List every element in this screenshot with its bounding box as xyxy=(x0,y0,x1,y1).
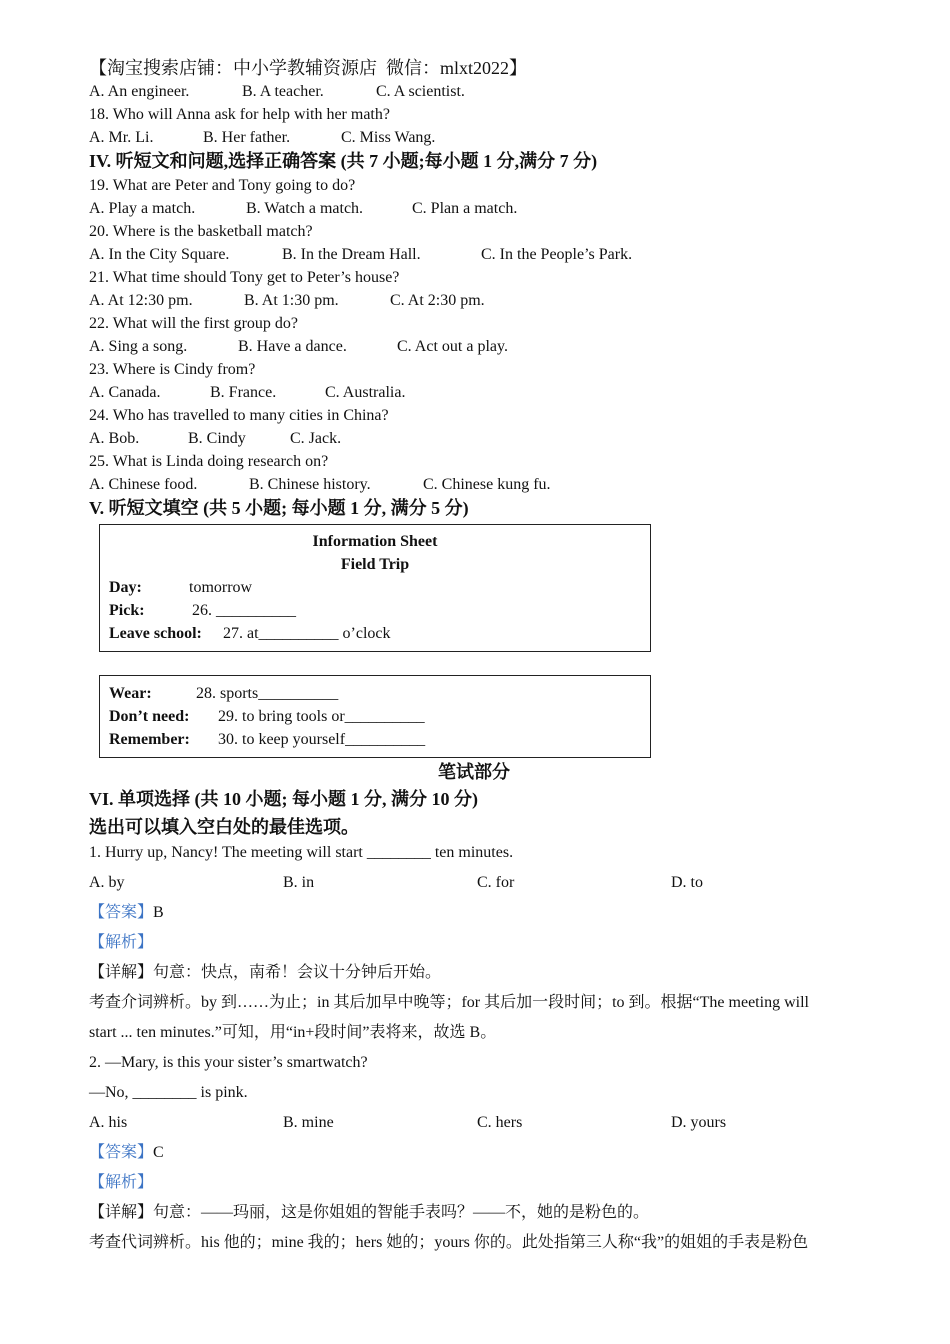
question-2-line-2: —No, ________ is pink. xyxy=(89,1084,248,1101)
q22-options xyxy=(89,335,849,358)
q17-options xyxy=(89,80,849,103)
q2-detail: 【详解】句意：——玛丽，这是你姐姐的智能手表吗？——不，她的是粉色的。 xyxy=(89,1204,650,1221)
option: D. yours xyxy=(671,1114,727,1131)
row-value: 27. at__________ o’clock xyxy=(223,625,391,642)
info-sheet-subtitle: Field Trip xyxy=(340,556,410,573)
page-content xyxy=(89,56,849,1258)
answer-value: C xyxy=(153,1144,164,1161)
option: A. Sing a song. xyxy=(89,338,188,355)
option: A. At 12:30 pm. xyxy=(89,292,193,309)
question-21: 21. What time should Tony get to Peter’s house? xyxy=(89,269,400,286)
row-key: Wear: xyxy=(109,685,152,702)
info-sheet-box-2 xyxy=(99,675,651,758)
question-1: 1. Hurry up, Nancy! The meeting will start ________ ten minutes. xyxy=(89,844,514,861)
option: B. mine xyxy=(283,1114,334,1131)
option: C. hers xyxy=(477,1114,523,1131)
info-row-leave xyxy=(109,622,650,645)
q2-answer xyxy=(89,1138,849,1168)
info-row-remember xyxy=(109,728,650,751)
option: B. Have a dance. xyxy=(238,338,347,355)
section-5-title: V. 听短文填空 (共 5 小题; 每小题 1 分, 满分 5 分) xyxy=(89,498,469,518)
option: A. Canada. xyxy=(89,384,161,401)
option: A. Bob. xyxy=(89,430,140,447)
question-24: 24. Who has travelled to many cities in China? xyxy=(89,407,389,424)
q18-options xyxy=(89,126,849,149)
option: C. Australia. xyxy=(325,384,406,401)
option: C. Plan a match. xyxy=(412,200,518,217)
option: C. At 2:30 pm. xyxy=(390,292,485,309)
answer-value: B xyxy=(153,904,164,921)
row-value: 30. to keep yourself__________ xyxy=(218,731,426,748)
q23-options xyxy=(89,381,849,404)
q2-options xyxy=(89,1108,849,1138)
section-6-subtitle: 选出可以填入空白处的最佳选项。 xyxy=(89,817,359,837)
option: A. An engineer. xyxy=(89,83,190,100)
q19-options xyxy=(89,197,849,220)
row-value: 28. sports__________ xyxy=(196,685,339,702)
q1-answer xyxy=(89,898,849,928)
q20-options xyxy=(89,243,849,266)
question-23: 23. Where is Cindy from? xyxy=(89,361,256,378)
info-row-day xyxy=(109,576,650,599)
row-key: Remember: xyxy=(109,731,190,748)
question-2-line-1: 2. —Mary, is this your sister’s smartwatch? xyxy=(89,1054,368,1071)
question-22: 22. What will the first group do? xyxy=(89,315,298,332)
option: B. Chinese history. xyxy=(249,476,371,493)
option: B. Cindy xyxy=(188,430,246,447)
row-value: tomorrow xyxy=(189,579,253,596)
section-6-title: VI. 单项选择 (共 10 小题; 每小题 1 分, 满分 10 分) xyxy=(89,789,478,809)
option: B. At 1:30 pm. xyxy=(244,292,339,309)
option: B. Watch a match. xyxy=(246,200,364,217)
option: B. Her father. xyxy=(203,129,291,146)
info-row-wear xyxy=(109,682,650,705)
option: C. A scientist. xyxy=(376,83,465,100)
option: B. A teacher. xyxy=(242,83,324,100)
q1-analysis-label: 【解析】 xyxy=(89,934,154,951)
info-sheet-title: Information Sheet xyxy=(312,533,438,550)
q25-options xyxy=(89,473,849,496)
question-20: 20. Where is the basketball match? xyxy=(89,223,313,240)
row-value: 26. __________ xyxy=(192,602,296,619)
q1-detail: 【详解】句意：快点，南希！会议十分钟后开始。 xyxy=(89,964,442,981)
row-value: 29. to bring tools or__________ xyxy=(218,708,425,725)
option: D. to xyxy=(671,874,703,891)
option: A. Chinese food. xyxy=(89,476,198,493)
option: C. Jack. xyxy=(290,430,342,447)
option: B. In the Dream Hall. xyxy=(282,246,421,263)
row-key: Leave school: xyxy=(109,625,202,642)
store-header: 【淘宝搜索店铺：中小学教辅资源店 微信：mlxt2022】 xyxy=(89,58,528,78)
option: C. Act out a play. xyxy=(397,338,508,355)
box-gap xyxy=(89,652,849,675)
q21-options xyxy=(89,289,849,312)
answer-label: 【答案】 xyxy=(89,904,154,921)
question-18: 18. Who will Anna ask for help with her math? xyxy=(89,106,390,123)
q1-explanation-1: 考查介词辨析。by 到……为止；in 其后加早中晚等；for 其后加一段时间；to 到。根据“The meeting will xyxy=(89,994,809,1011)
info-row-dont-need xyxy=(109,705,650,728)
option: C. In the People’s Park. xyxy=(481,246,633,263)
q1-options xyxy=(89,868,849,898)
option: A. Mr. Li. xyxy=(89,129,154,146)
section-4-title: IV. 听短文和问题,选择正确答案 (共 7 小题;每小题 1 分,满分 7 分) xyxy=(89,151,598,171)
answer-label: 【答案】 xyxy=(89,1144,154,1161)
q1-explanation-2: start ... ten minutes.”可知，用“in+段时间”表将来，故选 B。 xyxy=(89,1024,497,1041)
row-key: Don’t need: xyxy=(109,708,190,725)
q24-options xyxy=(89,427,849,450)
option: A. his xyxy=(89,1114,128,1131)
option: A. In the City Square. xyxy=(89,246,230,263)
option: C. for xyxy=(477,874,515,891)
option: C. Chinese kung fu. xyxy=(423,476,551,493)
question-19: 19. What are Peter and Tony going to do? xyxy=(89,177,356,194)
info-row-pick xyxy=(109,599,650,622)
option: C. Miss Wang. xyxy=(341,129,436,146)
written-part-title: 笔试部分 xyxy=(438,762,510,782)
q2-explanation-1: 考查代词辨析。his 他的；mine 我的；hers 她的；yours 你的。此处指第三人称“我”的姐姐的手表是粉色 xyxy=(89,1234,809,1251)
option: B. France. xyxy=(210,384,277,401)
row-key: Day: xyxy=(109,579,142,596)
info-sheet-box xyxy=(99,524,651,652)
option: A. Play a match. xyxy=(89,200,196,217)
q2-analysis-label: 【解析】 xyxy=(89,1174,154,1191)
question-25: 25. What is Linda doing research on? xyxy=(89,453,329,470)
option: B. in xyxy=(283,874,315,891)
row-key: Pick: xyxy=(109,602,145,619)
option: A. by xyxy=(89,874,125,891)
